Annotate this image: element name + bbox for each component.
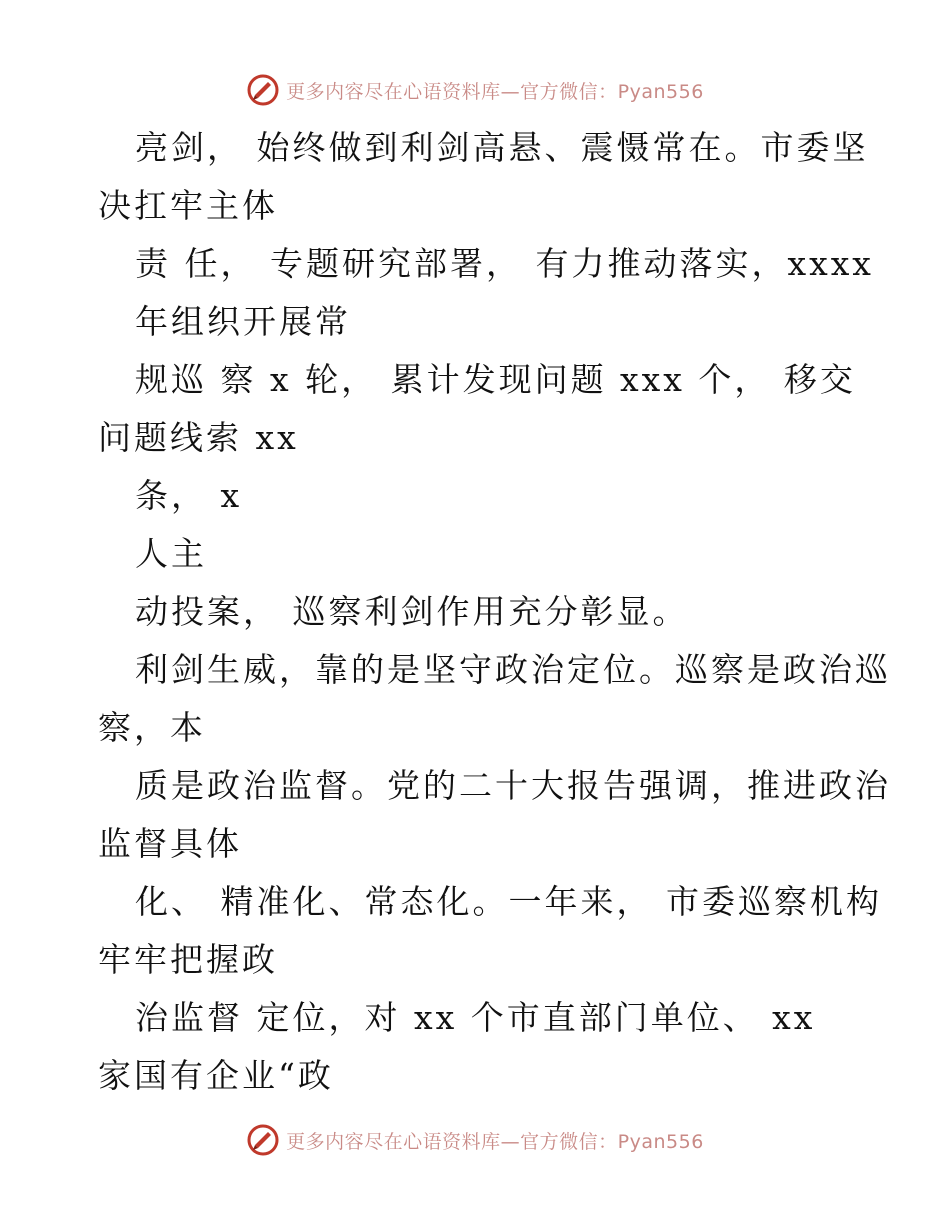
- text-line: 家国有企业“政: [98, 1056, 334, 1095]
- text-line: 亮剑， 始终做到利剑高悬、震慑常在。市委坚: [135, 128, 869, 167]
- text-line: 化、 精准化、常态化。一年来， 市委巡察机构: [135, 882, 882, 921]
- watermark-text: 更多内容尽在心语资料库—官方微信：Pyan556: [286, 1130, 704, 1153]
- brand-logo-icon: [246, 73, 280, 107]
- text-line: 年组织开展常: [135, 302, 351, 341]
- text-line: 牢牢把握政: [98, 940, 278, 979]
- text-line: 人主: [135, 534, 207, 573]
- text-line: 质是政治监督。党的二十大报告强调，推进政治: [135, 766, 891, 805]
- brand-logo-icon: [246, 1123, 280, 1157]
- watermark-text: 更多内容尽在心语资料库—官方微信：Pyan556: [286, 80, 704, 103]
- text-line: 察，本: [98, 708, 206, 747]
- text-line: 条， x: [135, 476, 243, 515]
- text-line: 动投案， 巡察利剑作用充分彰显。: [135, 592, 689, 631]
- text-line: 治监督 定位，对 xx 个市直部门单位、 xx: [135, 998, 816, 1037]
- text-line: 责 任， 专题研究部署， 有力推动落实，xxxx: [135, 244, 874, 283]
- text-line: 问题线索 xx: [98, 418, 299, 457]
- text-line: 监督具体: [98, 824, 242, 863]
- text-line: 利剑生威，靠的是坚守政治定位。巡察是政治巡: [135, 650, 891, 689]
- text-line: 规巡 察 x 轮， 累计发现问题 xxx 个， 移交: [135, 360, 856, 399]
- header-watermark: [0, 70, 950, 110]
- footer-watermark: [0, 1120, 950, 1160]
- text-line: 决扛牢主体: [98, 186, 278, 225]
